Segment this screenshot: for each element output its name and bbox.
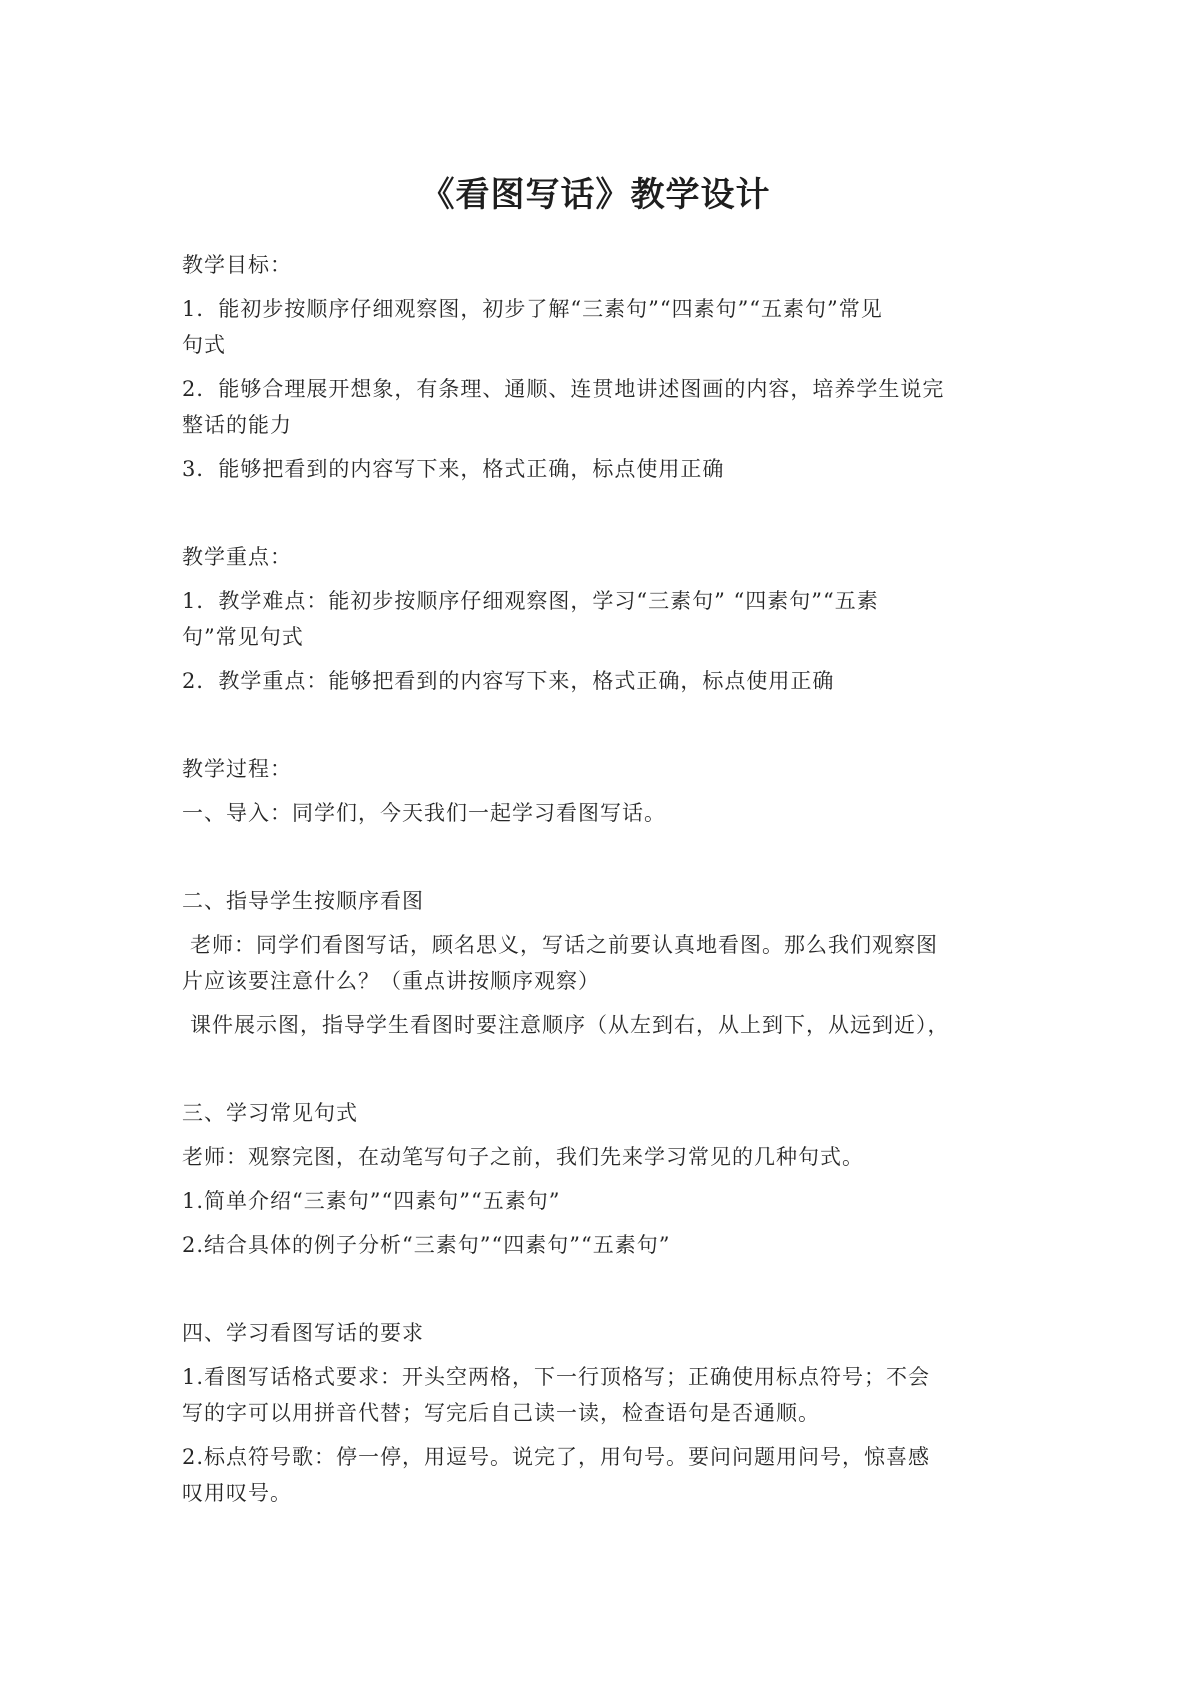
process-step-4-heading: 四、学习看图写话的要求 bbox=[182, 1321, 424, 1345]
key-point-1: 1．教学难点：能初步按顺序仔细观察图，学习“三素句” “四素句”“五素 bbox=[182, 589, 879, 613]
process-step-2-para-1: 老师：同学们看图写话，顾名思义，写话之前要认真地看图。那么我们观察图 bbox=[190, 933, 938, 957]
process-step-1: 一、导入：同学们，今天我们一起学习看图写话。 bbox=[182, 801, 666, 825]
objective-3: 3．能够把看到的内容写下来，格式正确，标点使用正确 bbox=[182, 457, 725, 481]
process-step-3-item-2: 2.结合具体的例子分析“三素句”“四素句”“五素句” bbox=[182, 1233, 671, 1257]
key-point-2: 2．教学重点：能够把看到的内容写下来，格式正确，标点使用正确 bbox=[182, 669, 835, 693]
process-step-3-para: 老师：观察完图，在动笔写句子之前，我们先来学习常见的几种句式。 bbox=[182, 1145, 864, 1169]
objective-2: 2．能够合理展开想象，有条理、通顺、连贯地讲述图画的内容，培养学生说完 bbox=[182, 377, 945, 401]
process-step-3-item-1: 1.简单介绍“三素句”“四素句”“五素句” bbox=[182, 1189, 561, 1213]
objective-1: 1．能初步按顺序仔细观察图，初步了解“三素句”“四素句”“五素句”常见 bbox=[182, 297, 883, 321]
process-step-4-item-1: 1.看图写话格式要求：开头空两格，下一行顶格写；正确使用标点符号；不会 bbox=[182, 1365, 931, 1389]
process-step-2-para-2: 课件展示图，指导学生看图时要注意顺序（从左到右，从上到下，从远到近）， bbox=[190, 1013, 950, 1037]
objective-1-cont: 句式 bbox=[182, 333, 226, 357]
process-step-4-item-2: 2.标点符号歌：停一停，用逗号。说完了，用句号。要问问题用问号，惊喜感 bbox=[182, 1445, 931, 1469]
objective-2-cont: 整话的能力 bbox=[182, 413, 292, 437]
process-step-2-heading: 二、指导学生按顺序看图 bbox=[182, 889, 424, 913]
section-heading-process: 教学过程： bbox=[182, 757, 292, 781]
document-title: 《看图写话》教学设计 bbox=[420, 175, 771, 215]
process-step-3-heading: 三、学习常见句式 bbox=[182, 1101, 358, 1125]
section-heading-objectives: 教学目标： bbox=[182, 253, 292, 277]
process-step-2-para-1-cont: 片应该要注意什么？（重点讲按顺序观察） bbox=[182, 969, 600, 993]
process-step-4-item-2-cont: 叹用叹号。 bbox=[182, 1481, 292, 1505]
section-heading-key-points: 教学重点： bbox=[182, 545, 292, 569]
process-step-4-item-1-cont: 写的字可以用拼音代替；写完后自己读一读，检查语句是否通顺。 bbox=[182, 1401, 820, 1425]
key-point-1-cont: 句”常见句式 bbox=[182, 625, 304, 649]
